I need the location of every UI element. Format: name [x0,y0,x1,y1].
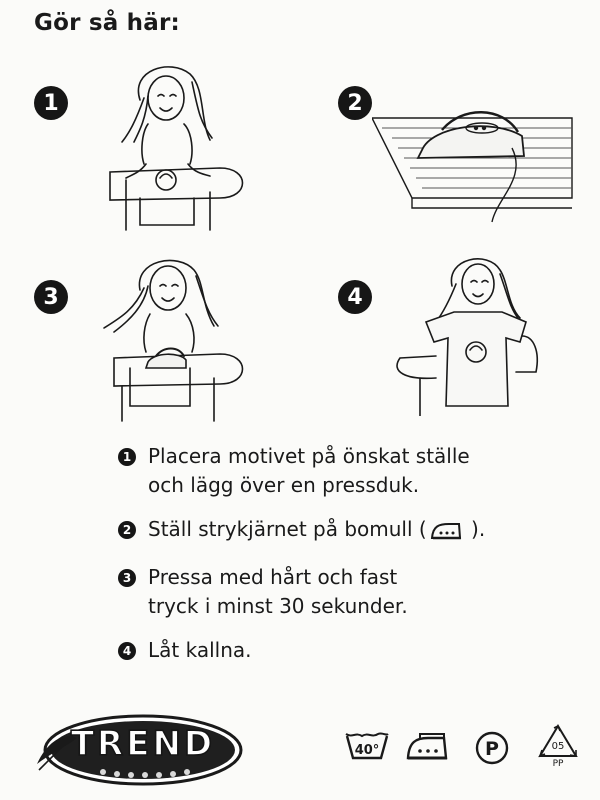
iron-cotton-icon [429,519,463,548]
dry-clean-p-icon [474,730,510,770]
instruction-text-4: Låt kallna. [148,638,252,662]
logo-brand-text: TREND [70,724,216,764]
wash-temp-label: 40° [354,743,380,758]
illustration-step-3 [100,256,250,426]
instruction-text-3: Pressa med hårt och fast tryck i minst 30 sekunder. [148,565,408,618]
instruction-text-1: Placera motivet på önskat ställe och lägg över en pressduk. [148,444,470,497]
step-number-1: 1 [34,86,68,120]
wash-40-icon [344,730,390,766]
bullet-number-1: 1 [118,448,136,466]
dry-clean-label: P [485,738,499,760]
instruction-item-1 [118,442,578,500]
instruction-text-2-before: Ställ strykjärnet på bomull ( [148,517,427,541]
page-title: Gör så här: [34,10,180,36]
iron-icon [404,730,450,766]
bullet-number-4: 4 [118,642,136,660]
footer [0,700,600,800]
instruction-item-4 [118,636,578,665]
recycle-code-label: 05 [551,741,565,752]
bullet-number-3: 3 [118,569,136,587]
illustration-step-1 [100,60,250,235]
instruction-item-3 [118,563,578,621]
instruction-text-2 [148,515,485,548]
recycle-material-label: PP [552,759,564,768]
illustration-step-2 [372,98,582,223]
recycle-pp-icon [536,722,580,772]
step-number-2: 2 [338,86,372,120]
step-number-3: 3 [34,280,68,314]
illustration-step-4 [396,256,546,416]
step-number-4: 4 [338,280,372,314]
instructions-list [118,442,578,680]
instruction-text-2-after: ). [464,517,486,541]
bullet-number-2: 2 [118,521,136,539]
instruction-item-2 [118,515,578,548]
